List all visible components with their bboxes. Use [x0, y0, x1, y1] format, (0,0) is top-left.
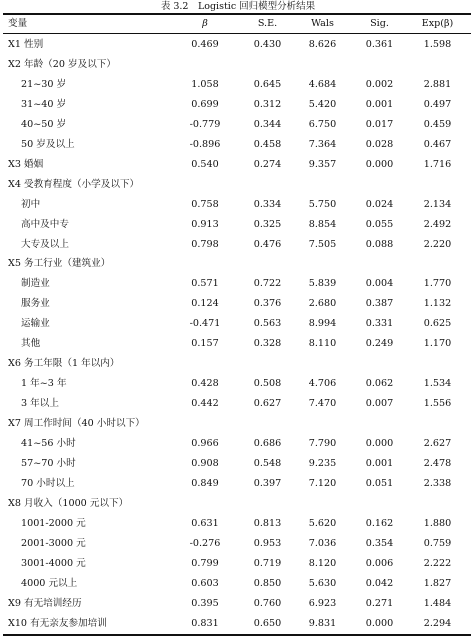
row-label: X2 年龄（20 岁及以下）	[8, 58, 116, 70]
cell-beta: 0.124	[191, 298, 219, 310]
cell-beta	[180, 354, 230, 373]
cell-wals: 2.680	[308, 298, 337, 310]
cell-beta: 1.058	[191, 78, 219, 90]
cell-wals: 5.630	[308, 577, 337, 589]
table-row	[0, 334, 476, 353]
cell-beta: 0.157	[191, 338, 219, 350]
table-row	[0, 454, 476, 473]
cell-sig: 0.007	[365, 398, 394, 410]
cell-exp-beta: 2.492	[423, 218, 452, 230]
cell-beta: 0.758	[191, 198, 219, 210]
cell-beta: 0.831	[191, 617, 219, 629]
cell-se: 0.850	[253, 577, 282, 589]
cell-exp-beta: 1.484	[423, 597, 452, 609]
cell-se: 0.760	[253, 597, 282, 609]
cell-sig	[357, 494, 402, 513]
cell-se: 0.686	[253, 438, 282, 449]
table-row	[0, 614, 476, 633]
cell-exp-beta: 0.759	[423, 537, 452, 549]
cell-exp-beta: 2.222	[423, 557, 452, 569]
cell-se: 0.430	[253, 39, 282, 50]
row-label: 3001-4000 元	[21, 557, 86, 569]
cell-sig: 0.387	[365, 298, 394, 310]
cell-beta	[180, 414, 230, 433]
row-label: 1 年~3 年	[21, 378, 67, 390]
cell-exp-beta: 1.534	[423, 378, 452, 390]
cell-exp-beta	[415, 414, 460, 433]
cell-sig	[357, 55, 402, 74]
cell-sig: 0.004	[365, 278, 394, 290]
table-row	[0, 175, 476, 194]
row-label: X5 务工行业（建筑业）	[8, 258, 111, 270]
cell-se: 0.325	[253, 218, 282, 230]
cell-sig: 0.271	[365, 597, 394, 609]
cell-wals: 6.923	[308, 597, 337, 609]
table-row	[0, 414, 476, 433]
cell-wals	[300, 175, 345, 194]
cell-se	[245, 414, 290, 433]
cell-se	[245, 254, 290, 273]
cell-beta: 0.469	[191, 39, 219, 50]
row-label: 运输业	[21, 318, 50, 330]
cell-wals	[300, 354, 345, 373]
row-label: X7 周工作时间（40 小时以下）	[8, 418, 145, 430]
cell-exp-beta: 0.467	[423, 138, 452, 150]
table-row	[0, 514, 476, 533]
cell-beta	[180, 494, 230, 513]
row-label: 2001-3000 元	[21, 537, 86, 549]
cell-se	[245, 494, 290, 513]
row-label: 50 岁及以上	[21, 138, 75, 150]
cell-exp-beta: 2.134	[423, 198, 452, 210]
cell-beta: 0.908	[191, 457, 219, 469]
table-row	[0, 494, 476, 513]
cell-exp-beta	[415, 254, 460, 273]
cell-sig	[357, 175, 402, 194]
cell-sig: 0.000	[365, 438, 394, 449]
table-row	[0, 594, 476, 613]
table-row	[0, 574, 476, 593]
row-label: 高中及中专	[21, 218, 69, 230]
cell-beta: 0.966	[191, 438, 219, 449]
table-row	[0, 314, 476, 333]
cell-beta: 0.799	[191, 557, 219, 569]
row-label: 初中	[21, 198, 41, 210]
row-label: 3 年以上	[21, 398, 59, 410]
cell-sig: 0.000	[365, 158, 394, 170]
cell-se	[245, 354, 290, 373]
cell-sig: 0.062	[365, 378, 394, 390]
row-label: 大专及以上	[21, 238, 69, 250]
cell-sig: 0.331	[365, 318, 394, 330]
table-row	[0, 95, 476, 114]
cell-wals: 9.357	[308, 158, 337, 170]
cell-se: 0.719	[253, 557, 282, 569]
cell-se: 0.627	[253, 398, 282, 410]
cell-wals: 7.036	[308, 537, 337, 549]
header-wals: Wals	[311, 18, 334, 29]
cell-beta: 0.849	[191, 477, 219, 489]
cell-exp-beta: 0.625	[423, 318, 452, 330]
row-label: 31~40 岁	[21, 98, 67, 110]
cell-wals: 5.620	[308, 517, 337, 529]
cell-exp-beta: 1.598	[423, 39, 452, 50]
cell-exp-beta: 2.627	[423, 438, 452, 449]
cell-se: 0.476	[253, 238, 282, 250]
table-row	[0, 274, 476, 293]
table-caption: 表 3.2 Logistic 回归模型分析结果	[160, 1, 316, 12]
cell-exp-beta: 1.132	[423, 298, 452, 310]
row-label: X6 务工年限（1 年以内）	[8, 358, 120, 370]
cell-exp-beta: 1.556	[423, 398, 452, 410]
row-label: 40~50 岁	[21, 118, 67, 130]
cell-sig: 0.024	[365, 198, 394, 210]
cell-exp-beta: 1.716	[423, 158, 452, 170]
cell-wals: 7.505	[308, 238, 337, 250]
cell-exp-beta: 2.478	[423, 457, 452, 469]
cell-exp-beta: 2.338	[423, 477, 452, 489]
cell-se: 0.813	[253, 517, 282, 529]
row-label: 1001-2000 元	[21, 517, 86, 529]
cell-beta: 0.540	[191, 158, 219, 170]
cell-sig: 0.006	[365, 557, 394, 569]
row-label: 4000 元以上	[21, 577, 78, 589]
table-row	[0, 35, 476, 54]
row-label: 服务业	[21, 298, 50, 310]
cell-beta: 0.395	[191, 597, 219, 609]
cell-se: 0.722	[253, 278, 282, 290]
table-row	[0, 235, 476, 254]
cell-wals: 4.706	[308, 378, 337, 390]
row-label: X10 有无亲友参加培训	[8, 617, 107, 629]
cell-exp-beta: 1.880	[423, 517, 452, 529]
cell-sig: 0.000	[365, 617, 394, 629]
cell-sig: 0.028	[365, 138, 394, 150]
table-row	[0, 195, 476, 214]
cell-wals: 4.684	[308, 78, 337, 90]
cell-sig: 0.162	[365, 517, 394, 529]
cell-se: 0.328	[253, 338, 282, 350]
cell-exp-beta	[415, 494, 460, 513]
cell-beta: 0.571	[191, 278, 219, 290]
cell-se: 0.650	[253, 617, 282, 629]
cell-wals	[300, 494, 345, 513]
cell-beta: 0.699	[191, 98, 219, 110]
cell-sig: 0.354	[365, 537, 394, 549]
cell-exp-beta: 1.170	[423, 338, 452, 350]
cell-beta	[180, 254, 230, 273]
table-row	[0, 394, 476, 413]
table-row	[0, 434, 476, 453]
cell-sig: 0.002	[365, 78, 394, 90]
table-row	[0, 294, 476, 313]
cell-wals: 7.120	[308, 477, 337, 489]
cell-wals: 9.831	[308, 617, 337, 629]
cell-beta	[180, 175, 230, 194]
cell-se: 0.334	[253, 198, 282, 210]
cell-sig	[357, 254, 402, 273]
cell-wals: 8.110	[308, 338, 337, 350]
table-row	[0, 75, 476, 94]
table-row	[0, 55, 476, 74]
cell-sig: 0.042	[365, 577, 394, 589]
row-label: 57~70 小时	[21, 457, 76, 469]
row-label: 41~56 小时	[21, 438, 76, 449]
cell-wals: 7.470	[308, 398, 337, 410]
table-row	[0, 155, 476, 174]
cell-se: 0.563	[253, 318, 282, 330]
row-label: X9 有无培训经历	[8, 597, 82, 609]
cell-exp-beta: 0.497	[423, 98, 452, 110]
table-row	[0, 254, 476, 273]
cell-se: 0.508	[253, 378, 282, 390]
cell-se: 0.953	[253, 537, 282, 549]
cell-beta: 0.442	[191, 398, 219, 410]
cell-sig: 0.017	[365, 118, 394, 130]
row-label: X1 性别	[8, 39, 44, 50]
cell-wals: 6.750	[308, 118, 337, 130]
row-label: 70 小时以上	[21, 477, 75, 489]
header-sig: Sig.	[370, 18, 389, 29]
cell-wals	[300, 55, 345, 74]
cell-sig: 0.051	[365, 477, 394, 489]
row-label: X3 婚姻	[8, 158, 44, 170]
cell-sig: 0.088	[365, 238, 394, 250]
cell-se	[245, 55, 290, 74]
cell-exp-beta: 2.881	[423, 78, 452, 90]
row-label: X4 受教育程度（小学及以下）	[8, 178, 140, 190]
cell-se: 0.397	[253, 477, 282, 489]
cell-wals: 8.626	[308, 39, 337, 50]
cell-wals: 5.839	[308, 278, 337, 290]
header-variable: 变量	[8, 18, 28, 29]
cell-wals: 8.994	[308, 318, 337, 330]
bottom-rule	[3, 634, 471, 636]
cell-wals: 8.120	[308, 557, 337, 569]
cell-beta: -0.276	[189, 537, 221, 549]
cell-wals: 7.790	[308, 438, 337, 449]
header-beta: β	[202, 18, 208, 29]
cell-sig: 0.249	[365, 338, 394, 350]
cell-sig	[357, 354, 402, 373]
row-label: X8 月收入（1000 元以下）	[8, 497, 129, 509]
cell-se	[245, 175, 290, 194]
cell-beta: 0.428	[191, 378, 219, 390]
cell-wals: 9.235	[308, 457, 337, 469]
cell-exp-beta	[415, 55, 460, 74]
cell-beta: -0.896	[189, 138, 221, 150]
header-se: S.E.	[257, 18, 278, 29]
cell-exp-beta	[415, 354, 460, 373]
table-header	[0, 14, 476, 33]
table-row	[0, 115, 476, 134]
cell-se: 0.344	[253, 118, 282, 130]
row-label: 21~30 岁	[21, 78, 67, 90]
row-label: 制造业	[21, 278, 50, 290]
table-row	[0, 474, 476, 493]
cell-se: 0.548	[253, 457, 282, 469]
cell-sig: 0.055	[365, 218, 394, 230]
cell-sig: 0.001	[365, 457, 394, 469]
cell-sig: 0.361	[365, 39, 394, 50]
table-row	[0, 374, 476, 393]
cell-wals	[300, 414, 345, 433]
cell-beta: 0.631	[191, 517, 219, 529]
cell-beta: 0.913	[191, 218, 219, 230]
table-row	[0, 135, 476, 154]
cell-sig: 0.001	[365, 98, 394, 110]
header-rule	[3, 33, 471, 34]
table-row	[0, 534, 476, 553]
cell-wals: 5.420	[308, 98, 337, 110]
row-label: 其他	[21, 338, 41, 350]
cell-wals: 7.364	[308, 138, 337, 150]
cell-exp-beta	[415, 175, 460, 194]
header-exp-beta: Exp(β)	[421, 18, 454, 29]
cell-se: 0.274	[253, 158, 282, 170]
cell-beta: 0.798	[191, 238, 219, 250]
cell-se: 0.376	[253, 298, 282, 310]
cell-exp-beta: 1.770	[423, 278, 452, 290]
table-row	[0, 354, 476, 373]
cell-beta	[180, 55, 230, 74]
table-row	[0, 215, 476, 234]
cell-beta: -0.471	[189, 318, 221, 330]
cell-beta: 0.603	[191, 577, 219, 589]
cell-exp-beta: 1.827	[423, 577, 452, 589]
cell-exp-beta: 2.220	[423, 238, 452, 250]
cell-wals: 5.750	[308, 198, 337, 210]
cell-beta: -0.779	[189, 118, 221, 130]
cell-se: 0.458	[253, 138, 282, 150]
cell-wals: 8.854	[308, 218, 337, 230]
table-row	[0, 554, 476, 573]
cell-wals	[300, 254, 345, 273]
cell-exp-beta: 2.294	[423, 617, 452, 629]
cell-se: 0.312	[253, 98, 282, 110]
cell-se: 0.645	[253, 78, 282, 90]
cell-sig	[357, 414, 402, 433]
cell-exp-beta: 0.459	[423, 118, 452, 130]
